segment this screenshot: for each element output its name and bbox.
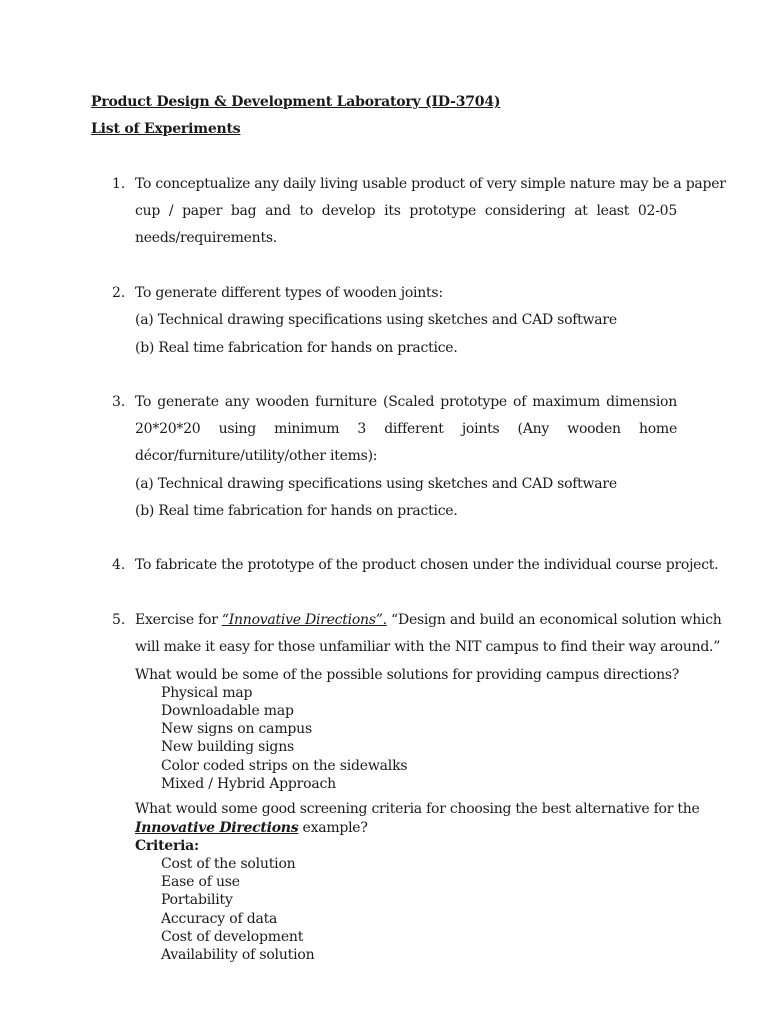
exercise-statement: “Design and build an economical solution which <box>386 612 722 628</box>
experiment-3-number: 3. <box>112 394 126 410</box>
criteria-item: Ease of use <box>161 874 240 890</box>
criteria-item: Availability of solution <box>161 947 315 963</box>
experiment-3-line-1: To generate any wooden furniture (Scaled prototype of maximum dimension <box>135 394 677 410</box>
criteria-item: Portability <box>161 892 233 908</box>
criteria-question-line-1: What would some good screening criteria for choosing the best alternative for the <box>135 801 700 817</box>
solution-item: Mixed / Hybrid Approach <box>161 776 336 792</box>
solution-item: Downloadable map <box>161 703 294 719</box>
experiment-5-number: 5. <box>112 612 126 628</box>
criteria-item: Cost of the solution <box>161 856 296 872</box>
exercise-prefix: Exercise for <box>135 612 222 628</box>
criteria-question-line-2 <box>135 820 677 836</box>
experiment-2-line-2: (a) Technical drawing specifications using sketches and CAD software <box>135 312 617 328</box>
experiment-3-line-3: décor/furniture/utility/other items): <box>135 448 378 464</box>
experiment-1-number: 1. <box>112 176 126 192</box>
solution-item: New building signs <box>161 739 294 755</box>
criteria-item: Cost of development <box>161 929 304 945</box>
innovative-directions-emphasis: Innovative Directions <box>135 820 299 836</box>
document-title: Product Design & Development Laboratory (ID-3704) <box>91 94 501 110</box>
experiment-3-line-4: (a) Technical drawing specifications using sketches and CAD software <box>135 476 617 492</box>
criteria-question-rest: example? <box>298 820 368 836</box>
criteria-item: Accuracy of data <box>161 911 278 927</box>
experiment-5-line-2: will make it easy for those unfamiliar with the NIT campus to find their way around.” <box>135 639 721 655</box>
experiment-1-line-3: needs/requirements. <box>135 230 277 246</box>
experiment-3-line-2: 20*20*20 using minimum 3 different joints (Any wooden home <box>135 421 677 437</box>
solution-item: Physical map <box>161 685 253 701</box>
experiment-2-line-1: To generate different types of wooden joints: <box>135 285 443 301</box>
experiment-4-number: 4. <box>112 557 126 573</box>
experiment-2-line-3: (b) Real time fabrication for hands on practice. <box>135 340 458 356</box>
criteria-label: Criteria: <box>135 838 199 854</box>
experiment-5-line-1 <box>135 612 722 628</box>
document-subtitle: List of Experiments <box>91 121 241 137</box>
innovative-directions-title: “Innovative Directions”. <box>221 612 387 628</box>
solutions-question: What would be some of the possible solutions for providing campus directions? <box>135 667 680 683</box>
experiment-3-line-5: (b) Real time fabrication for hands on practice. <box>135 503 458 519</box>
experiment-1-line-2: cup / paper bag and to develop its prototype considering at least 02-05 <box>135 203 677 219</box>
solution-item: New signs on campus <box>161 721 312 737</box>
solution-item: Color coded strips on the sidewalks <box>161 758 408 774</box>
experiment-1-line-1: To conceptualize any daily living usable product of very simple nature may be a paper <box>135 176 726 192</box>
experiment-4-line-1: To fabricate the prototype of the product chosen under the individual course project. <box>135 557 719 573</box>
experiment-2-number: 2. <box>112 285 126 301</box>
